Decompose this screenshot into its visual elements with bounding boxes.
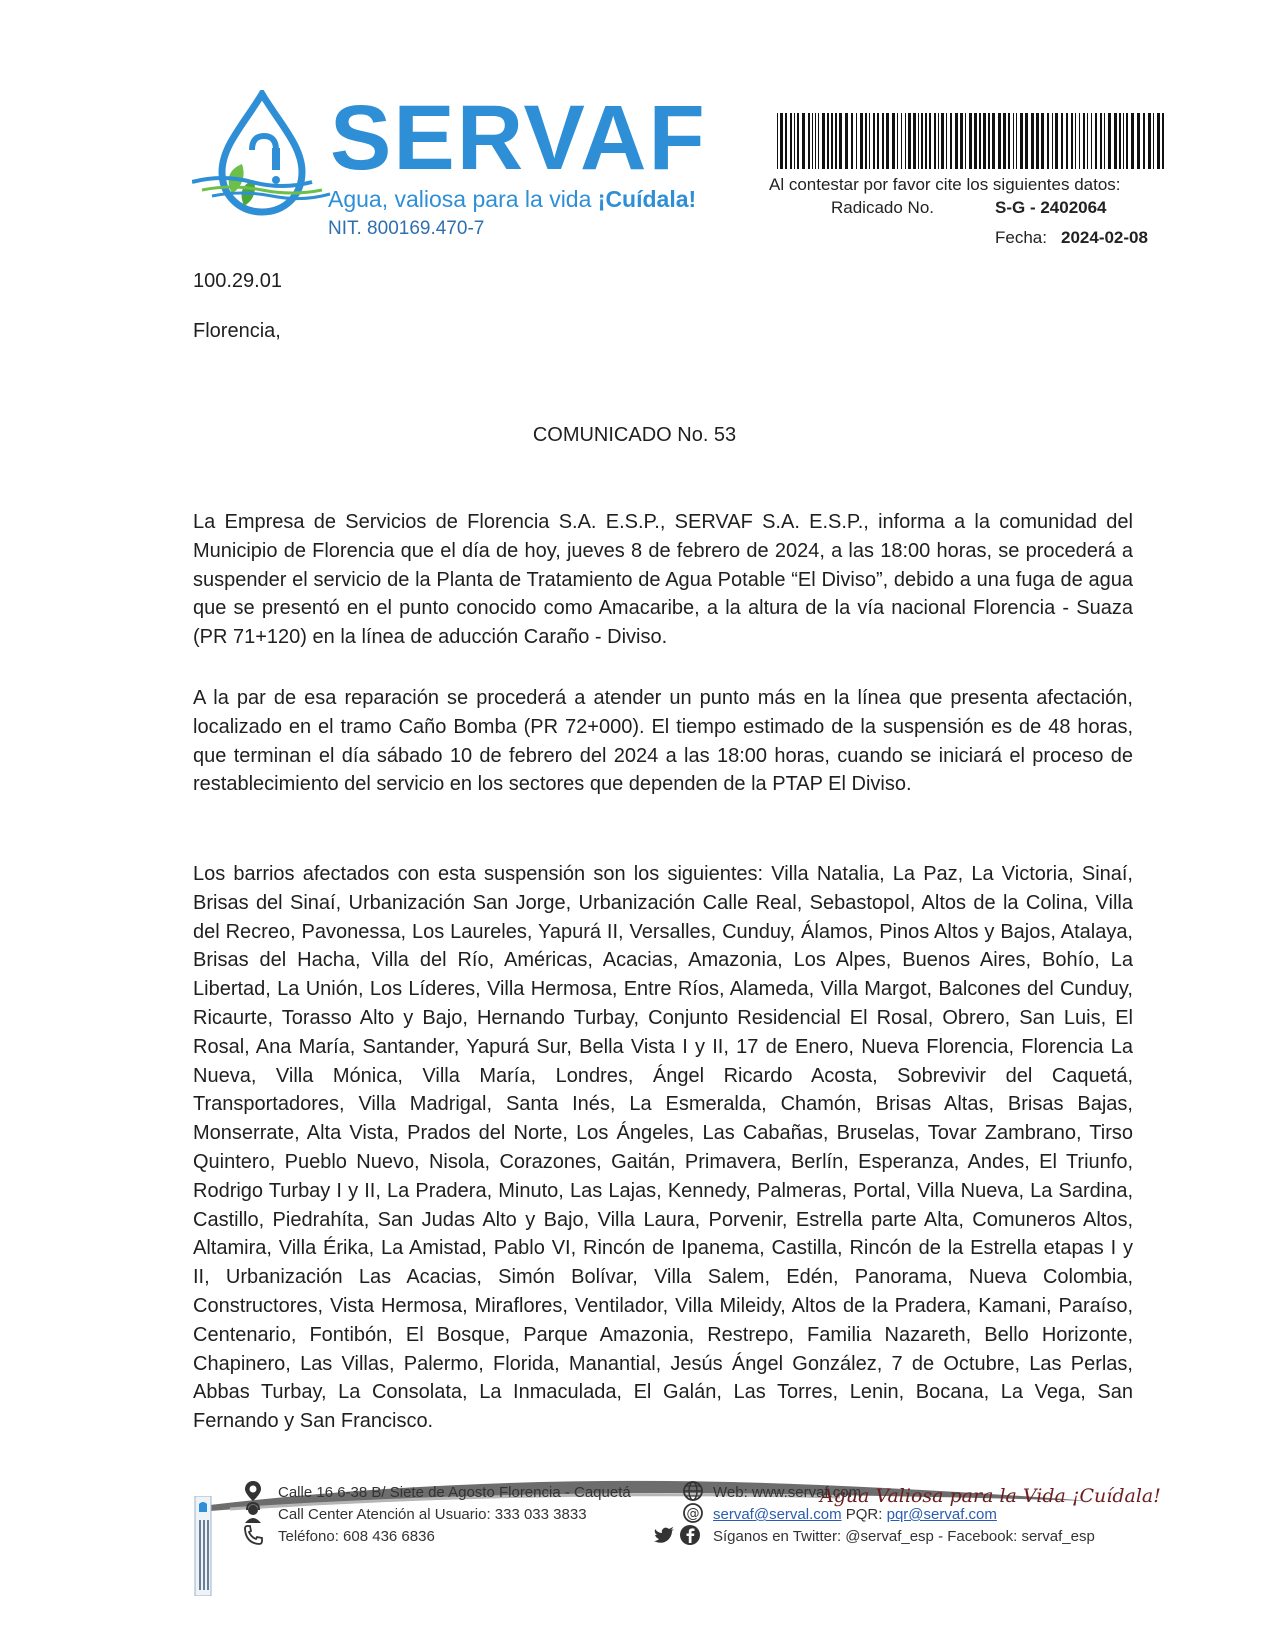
barcode-bar bbox=[886, 113, 889, 169]
barcode-bar bbox=[1008, 113, 1010, 169]
barcode-bar bbox=[860, 113, 863, 169]
email-link[interactable]: servaf@serval.com bbox=[713, 1506, 842, 1523]
document-title: COMUNICADO No. 53 bbox=[532, 424, 737, 446]
fecha-value: 2024-02-08 bbox=[1061, 228, 1148, 247]
barcode-bar bbox=[992, 113, 995, 169]
barcode-bar bbox=[1137, 113, 1140, 169]
city-line: Florencia, bbox=[193, 320, 281, 342]
barcode-bar bbox=[1100, 113, 1102, 169]
barcode-bar bbox=[1041, 113, 1044, 169]
barcode-bar bbox=[1036, 113, 1039, 169]
barcode-bar bbox=[1079, 113, 1080, 169]
web-icon bbox=[681, 1479, 705, 1503]
pqr-email-link[interactable]: pqr@servaf.com bbox=[886, 1506, 997, 1523]
barcode-bar bbox=[1013, 113, 1014, 169]
footer-email-line: servaf@serval.com PQR: pqr@servaf.com bbox=[713, 1506, 997, 1523]
barcode-bar bbox=[921, 113, 923, 169]
barcode-bar bbox=[818, 113, 819, 169]
barcode-bar bbox=[797, 113, 799, 169]
phone-icon bbox=[241, 1523, 265, 1547]
paragraph-duration: A la par de esa reparación se procederá a atender un punto más en la línea que presenta afectación, localizado en el tramo Caño Bomba (PR 72+000). El tiempo estimado de la suspensión es de 48 horas, que terminan el día sábado 10 de febrero del 2024 a las 18:00 horas, cuando se iniciará el proceso de restablecimiento del servicio en los sectores que dependen de la PTAP El Diviso. bbox=[193, 687, 1133, 796]
barcode-bar bbox=[946, 113, 947, 169]
facebook-icon[interactable] bbox=[678, 1523, 702, 1547]
twitter-icon[interactable] bbox=[652, 1523, 676, 1547]
brand-name: SERVAF bbox=[330, 87, 707, 189]
barcode-bar bbox=[1108, 113, 1111, 169]
barcode-bar bbox=[1095, 113, 1097, 169]
brand-tagline: Agua, valiosa para la vida ¡Cuídala! bbox=[328, 186, 697, 212]
location-icon bbox=[241, 1479, 265, 1503]
barcode-bar bbox=[908, 113, 911, 169]
paragraph-neighborhoods: Los barrios afectados con esta suspensión son los siguientes: Villa Natalia, La Paz, La Victoria, Sinaí, Brisas del Sinaí, Urbanización San Jorge, Urbanización Calle Real, Sebastopol, Altos de la Colina, Villa del Recreo, Pavonessa, Los Laureles, Yapurá II, Versalles, Cunduy, Álamos, Pinos Altos y Bajos, Atalaya, Brisas del Hacha, Villa del Río, Américas, Acacias, Amazonia, Los Alpes, Buenos Aires, Bohío, La Libertad, La Unión, Los Líderes, Villa Hermosa, Entre Ríos, Alameda, Villa Margot, Balcones del Cunduy, Ricaurte, Torasso Alto y Bajo, Hernando Turbay, Conjunto Residencial El Rosal, Obrero, San Luis, El Rosal, Ana María, Santander, Yapurá Sur, Bella Vista I y II, 17 de Enero, Nueva Florencia, Florencia La Nueva, Villa Mónica, Villa María, Londres, Ángel Ricardo Acosta, Sobrevivir del Caquetá, Transportadores, Villa Madrigal, Santa Inés, La Esmeralda, Chamón, Brisas Altas, Brisas Bajas, Monserrate, Alta Vista, Prados del Norte, Los Ángeles, Las Cabañas, Bruselas, Tovar Zambrano, Tirso Quintero, Pueblo Nuevo, Nisola, Corazones, Gaitán, Primavera, Berlín, Esperanza, Andes, El Triunfo, Rodrigo Turbay I y II, La Pradera, Minuto, Las Lajas, Kennedy, Palmeras, Portal, Villa Nueva, La Sardina, Castillo, Piedrahíta, San Judas Alto y Bajo, Villa Laura, Porvenir, Estrella parte Alta, Comuneros Altos, Altamira, Villa Érika, La Amistad, Pablo VI, Rincón de Ipanema, Castilla, Rincón de la Estrella etapas I y II, Urbanización Las Acacias, Simón Bolívar, Villa Salem, Edén, Panorama, Nueva Colombia, Constructores, Vista Hermosa, Miraflores, Ventilador, Villa Mileidy, Altos de la Pradera, Kamani, Paraíso, Centenario, Fontibón, El Bosque, Parque Amazonia, Restrepo, Familia Nazareth, Bello Horizonte, Chapinero, Las Villas, Palermo, Florida, Manantial, Jesús Ángel González, 7 de Octubre, Las Perlas, Abbas Turbay, La Consolata, La Inmaculada, El Galán, Las Torres, Lenin, Bocana, La Vega, San Fernando y San Francisco. bbox=[193, 863, 1133, 1433]
barcode-bar bbox=[998, 113, 1001, 169]
radicado-label: Radicado No. bbox=[831, 198, 935, 217]
cite-note: Al contestar por favor cite los siguientes datos: bbox=[769, 175, 1121, 194]
barcode-bar bbox=[905, 113, 906, 169]
barcode-bar bbox=[955, 113, 958, 169]
barcode-bar bbox=[974, 113, 977, 169]
barcode-bar bbox=[934, 113, 936, 169]
barcode-bar bbox=[1020, 113, 1023, 169]
barcode-bar bbox=[897, 113, 898, 169]
barcode-bar bbox=[815, 113, 816, 169]
barcode-bar bbox=[1071, 113, 1073, 169]
barcode-bar bbox=[873, 113, 875, 169]
barcode-bar bbox=[1061, 113, 1063, 169]
barcode-bar bbox=[856, 113, 857, 169]
barcode-bar bbox=[777, 113, 778, 169]
radicado-value: S-G - 2402064 bbox=[995, 198, 1107, 217]
barcode-bar bbox=[1052, 113, 1053, 169]
barcode-bar bbox=[901, 113, 902, 169]
barcode-bar bbox=[822, 113, 825, 169]
call-center-icon bbox=[241, 1501, 265, 1525]
barcode-bar bbox=[950, 113, 952, 169]
barcode-bar bbox=[785, 113, 787, 169]
radicado-barcode bbox=[777, 113, 1165, 169]
barcode-bar bbox=[965, 113, 966, 169]
barcode-bar bbox=[1083, 113, 1085, 169]
barcode-bar bbox=[790, 113, 792, 169]
barcode-bar bbox=[929, 113, 931, 169]
paragraph-suspension: La Empresa de Servicios de Florencia S.A. E.S.P., SERVAF S.A. E.S.P., informa a la comunidad del Municipio de Florencia que el día de hoy, jueves 8 de febrero de 2024, a las 18:00 horas, se procederá a suspender el servicio de la Planta de Tratamiento de Agua Potable “El Diviso”, debido a una fuga de agua que se presentó en el punto conocido como Amacaribe, a la altura de la vía nacional Florencia - Suaza (PR 71+120) en la línea de aducción Caraño - Diviso. bbox=[193, 511, 1133, 649]
barcode-bar bbox=[983, 113, 986, 169]
email-icon bbox=[681, 1501, 705, 1525]
reference-code: 100.29.01 bbox=[193, 270, 282, 292]
footer-web[interactable]: Web: www.servaf.com bbox=[713, 1484, 862, 1501]
barcode-bar bbox=[960, 113, 963, 169]
brand-nit: NIT. 800169.470-7 bbox=[328, 218, 485, 239]
barcode-bar bbox=[913, 113, 916, 169]
footer-address: Calle 16 6-38 B/ Siete de Agosto Florencia - Caquetá bbox=[278, 1484, 631, 1501]
barcode-bar bbox=[1047, 113, 1049, 169]
svg-text:@: @ bbox=[686, 1506, 700, 1522]
fecha-label: Fecha: bbox=[995, 228, 1047, 247]
barcode-bar bbox=[1003, 113, 1006, 169]
barcode-bar bbox=[1055, 113, 1058, 169]
barcode-bar bbox=[1025, 113, 1028, 169]
barcode-bar bbox=[892, 113, 895, 169]
barcode-bar bbox=[780, 113, 783, 169]
barcode-bar bbox=[1157, 113, 1160, 169]
barcode-bar bbox=[1091, 113, 1092, 169]
barcode-bar bbox=[969, 113, 972, 169]
barcode-bar bbox=[1143, 113, 1145, 169]
barcode-bar bbox=[1123, 113, 1124, 169]
barcode-bar bbox=[877, 113, 879, 169]
barcode-bar bbox=[882, 113, 884, 169]
barcode-bar bbox=[827, 113, 829, 169]
barcode-bar bbox=[808, 113, 810, 169]
barcode-bar bbox=[938, 113, 939, 169]
barcode-bar bbox=[839, 113, 842, 169]
barcode-bar bbox=[1131, 113, 1134, 169]
barcode-bar bbox=[1126, 113, 1128, 169]
barcode-bar bbox=[941, 113, 944, 169]
barcode-bar bbox=[1031, 113, 1034, 169]
barcode-bar bbox=[1016, 113, 1017, 169]
barcode-bar bbox=[918, 113, 919, 169]
barcode-bar bbox=[831, 113, 833, 169]
footer-phone: Teléfono: 608 436 6836 bbox=[278, 1528, 435, 1545]
barcode-bar bbox=[1104, 113, 1105, 169]
footer-call-center: Call Center Atención al Usuario: 333 033 3833 bbox=[278, 1506, 587, 1523]
barcode-bar bbox=[1075, 113, 1076, 169]
barcode-bar bbox=[1162, 113, 1164, 169]
barcode-bar bbox=[1148, 113, 1151, 169]
barcode-bar bbox=[988, 113, 990, 169]
barcode-bar bbox=[869, 113, 870, 169]
side-logo-strip bbox=[193, 1496, 213, 1596]
barcode-bar bbox=[1066, 113, 1068, 169]
barcode-bar bbox=[925, 113, 927, 169]
barcode-bar bbox=[1119, 113, 1121, 169]
footer-slogan: Agua Valiosa para la Vida ¡Cuídala! bbox=[820, 1485, 1161, 1507]
barcode-bar bbox=[802, 113, 805, 169]
footer-social: Síganos en Twitter: @servaf_esp - Facebook: servaf_esp bbox=[713, 1528, 1095, 1545]
barcode-bar bbox=[865, 113, 867, 169]
barcode-bar bbox=[851, 113, 853, 169]
barcode-bar bbox=[1114, 113, 1117, 169]
barcode-bar bbox=[1153, 113, 1154, 169]
barcode-bar bbox=[794, 113, 795, 169]
barcode-bar bbox=[845, 113, 848, 169]
barcode-bar bbox=[812, 113, 813, 169]
barcode-bar bbox=[1087, 113, 1088, 169]
barcode-bar bbox=[979, 113, 981, 169]
barcode-bar bbox=[835, 113, 837, 169]
